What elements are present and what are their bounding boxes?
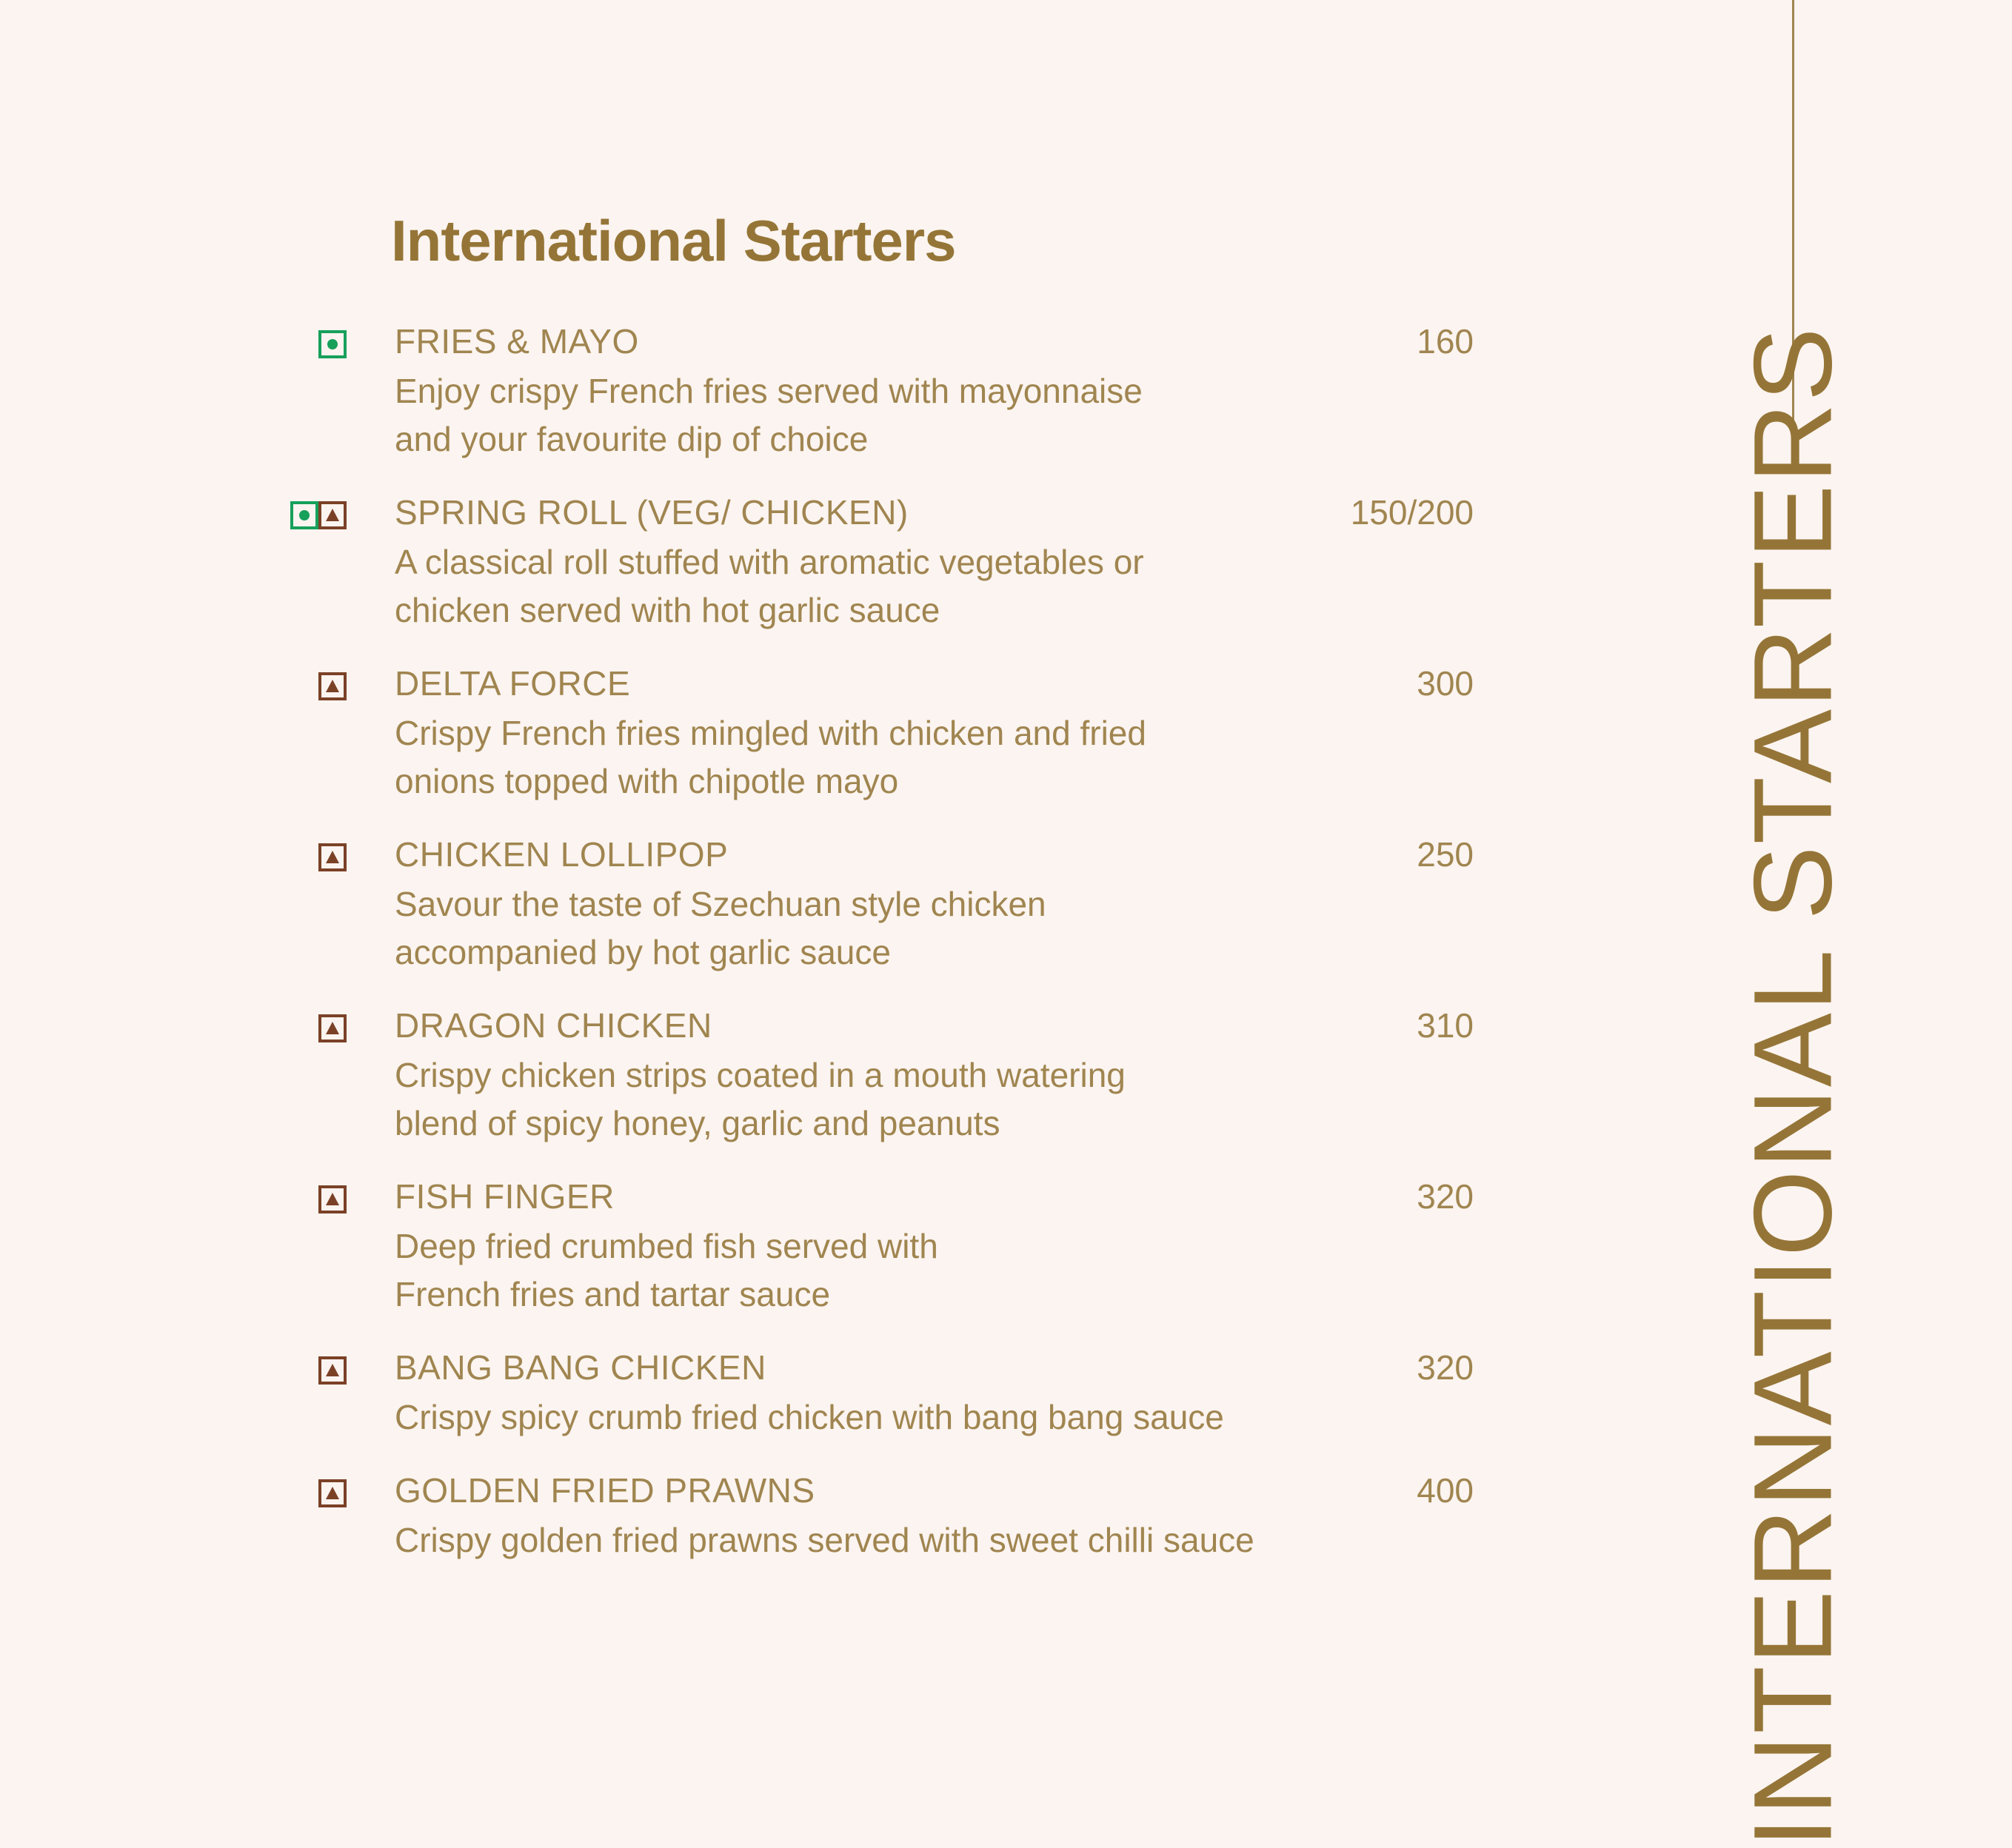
item-description [395,1516,1254,1564]
non-veg-icon [318,1479,347,1507]
item-price: 310 [1417,1006,1474,1045]
description-line: A classical roll stuffed with aromatic vegetables or [395,543,1144,581]
item-price: 300 [1417,664,1474,703]
item-name: DELTA FORCE [395,664,631,703]
non-veg-icon [318,1185,347,1213]
section-title: International Starters [391,208,956,273]
item-price: 150/200 [1350,493,1474,532]
item-price: 320 [1417,1348,1474,1387]
description-line: French fries and tartar sauce [395,1275,831,1313]
item-description [395,1222,938,1319]
item-name: CHICKEN LOLLIPOP [395,835,729,874]
item-name: FISH FINGER [395,1177,615,1216]
non-veg-icon [318,672,347,700]
description-line: Deep fried crumbed fish served with [395,1227,938,1265]
veg-icon [318,330,347,358]
description-line: Crispy French fries mingled with chicken and fried [395,714,1146,752]
item-price: 320 [1417,1177,1474,1216]
item-description [395,367,1143,463]
item-name: GOLDEN FRIED PRAWNS [395,1471,815,1510]
description-line: Crispy chicken strips coated in a mouth watering [395,1056,1126,1094]
item-price: 160 [1417,322,1474,361]
description-line: Crispy spicy crumb fried chicken with bang bang sauce [395,1398,1224,1436]
description-line: Enjoy crispy French fries served with mayonnaise [395,372,1143,410]
item-description [395,709,1146,806]
item-name: SPRING ROLL (VEG/ CHICKEN) [395,493,909,532]
item-description [395,1393,1224,1442]
description-line: accompanied by hot garlic sauce [395,933,891,971]
description-line: Crispy golden fried prawns served with sweet chilli sauce [395,1521,1254,1559]
item-name: DRAGON CHICKEN [395,1006,712,1045]
item-price: 250 [1417,835,1474,874]
item-price: 400 [1417,1471,1474,1510]
description-line: onions topped with chipotle mayo [395,762,899,800]
description-line: and your favourite dip of choice [395,420,869,458]
non-veg-icon [318,501,347,529]
item-description [395,1051,1126,1148]
description-line: blend of spicy honey, garlic and peanuts [395,1104,1000,1142]
non-veg-icon [318,1014,347,1042]
veg-icon [290,501,318,529]
item-name: FRIES & MAYO [395,322,639,361]
non-veg-icon [318,843,347,871]
item-description [395,538,1144,635]
non-veg-icon [318,1356,347,1385]
item-description [395,880,1046,977]
side-title: INTERNATIONAL STARTERS [1730,326,1855,1848]
description-line: Savour the taste of Szechuan style chicken [395,885,1046,923]
item-name: BANG BANG CHICKEN [395,1348,766,1387]
description-line: chicken served with hot garlic sauce [395,591,940,629]
